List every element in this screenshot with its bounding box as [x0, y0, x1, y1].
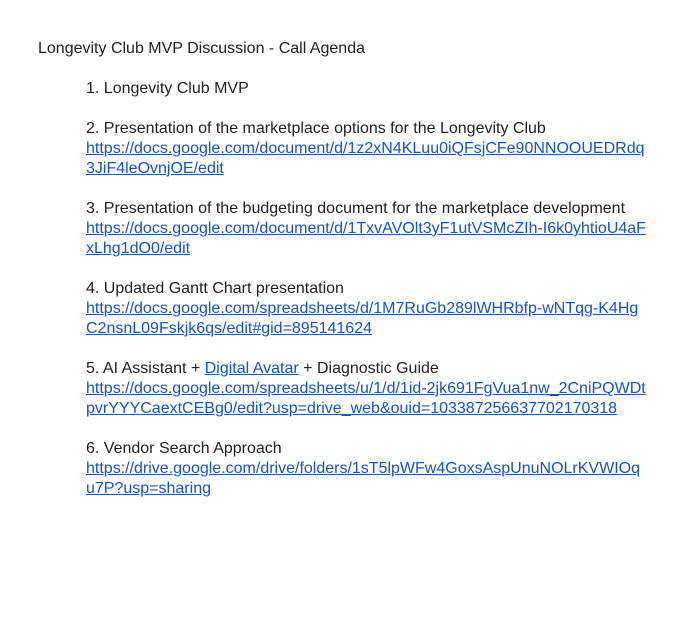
digital-avatar-link[interactable]: Digital Avatar	[204, 360, 299, 377]
vendor-search-folder-link[interactable]: https://drive.google.com/drive/folders/1sT5lpWFw4GoxsAspUnuNOLrKVWIOqu7P?usp=sharing	[86, 460, 640, 497]
document-title: Longevity Club MVP Discussion - Call Agenda	[38, 40, 365, 57]
agenda-item-2	[86, 119, 646, 179]
agenda-item-1	[86, 79, 646, 99]
agenda-item-text	[86, 359, 646, 379]
agenda-item-4	[86, 279, 646, 339]
agenda-item-3	[86, 199, 646, 259]
agenda-item-6	[86, 439, 646, 499]
ai-assistant-spreadsheet-link[interactable]: https://docs.google.com/spreadsheets/u/1/d/1id-2jk691FgVua1nw_2CniPQWDtpvrYYYCaextCEBg0/edit?usp=drive_web&ouid=103387256637702170318	[86, 380, 646, 417]
gantt-chart-link[interactable]: https://docs.google.com/spreadsheets/d/1M7RuGb289lWHRbfp-wNTqg-K4HgC2nsnL09Fskjk6qs/edit#gid=895141624	[86, 300, 639, 337]
agenda-item-text: 1. Longevity Club MVP	[86, 80, 249, 97]
agenda-item-text: 3. Presentation of the budgeting document for the marketplace development	[86, 200, 626, 217]
agenda-item-text: 4. Updated Gantt Chart presentation	[86, 280, 344, 297]
agenda-list	[86, 79, 646, 519]
agenda-item-text-after: + Diagnostic Guide	[298, 360, 439, 377]
budgeting-document-link[interactable]: https://docs.google.com/document/d/1TxvAVOlt3yF1utVSMcZIh-I6k0yhtioU4aFxLhg1dO0/edit	[86, 220, 646, 257]
agenda-item-text-before: 5. AI Assistant +	[86, 360, 205, 377]
agenda-item-5	[86, 359, 646, 419]
agenda-item-text: 2. Presentation of the marketplace options for the Longevity Club	[86, 120, 546, 137]
agenda-item-text: 6. Vendor Search Approach	[86, 440, 282, 457]
marketplace-options-link[interactable]: https://docs.google.com/document/d/1z2xN4KLuu0iQFsjCFe90NNOOUEDRdq3JiF4leOvnjOE/edit	[86, 140, 645, 177]
